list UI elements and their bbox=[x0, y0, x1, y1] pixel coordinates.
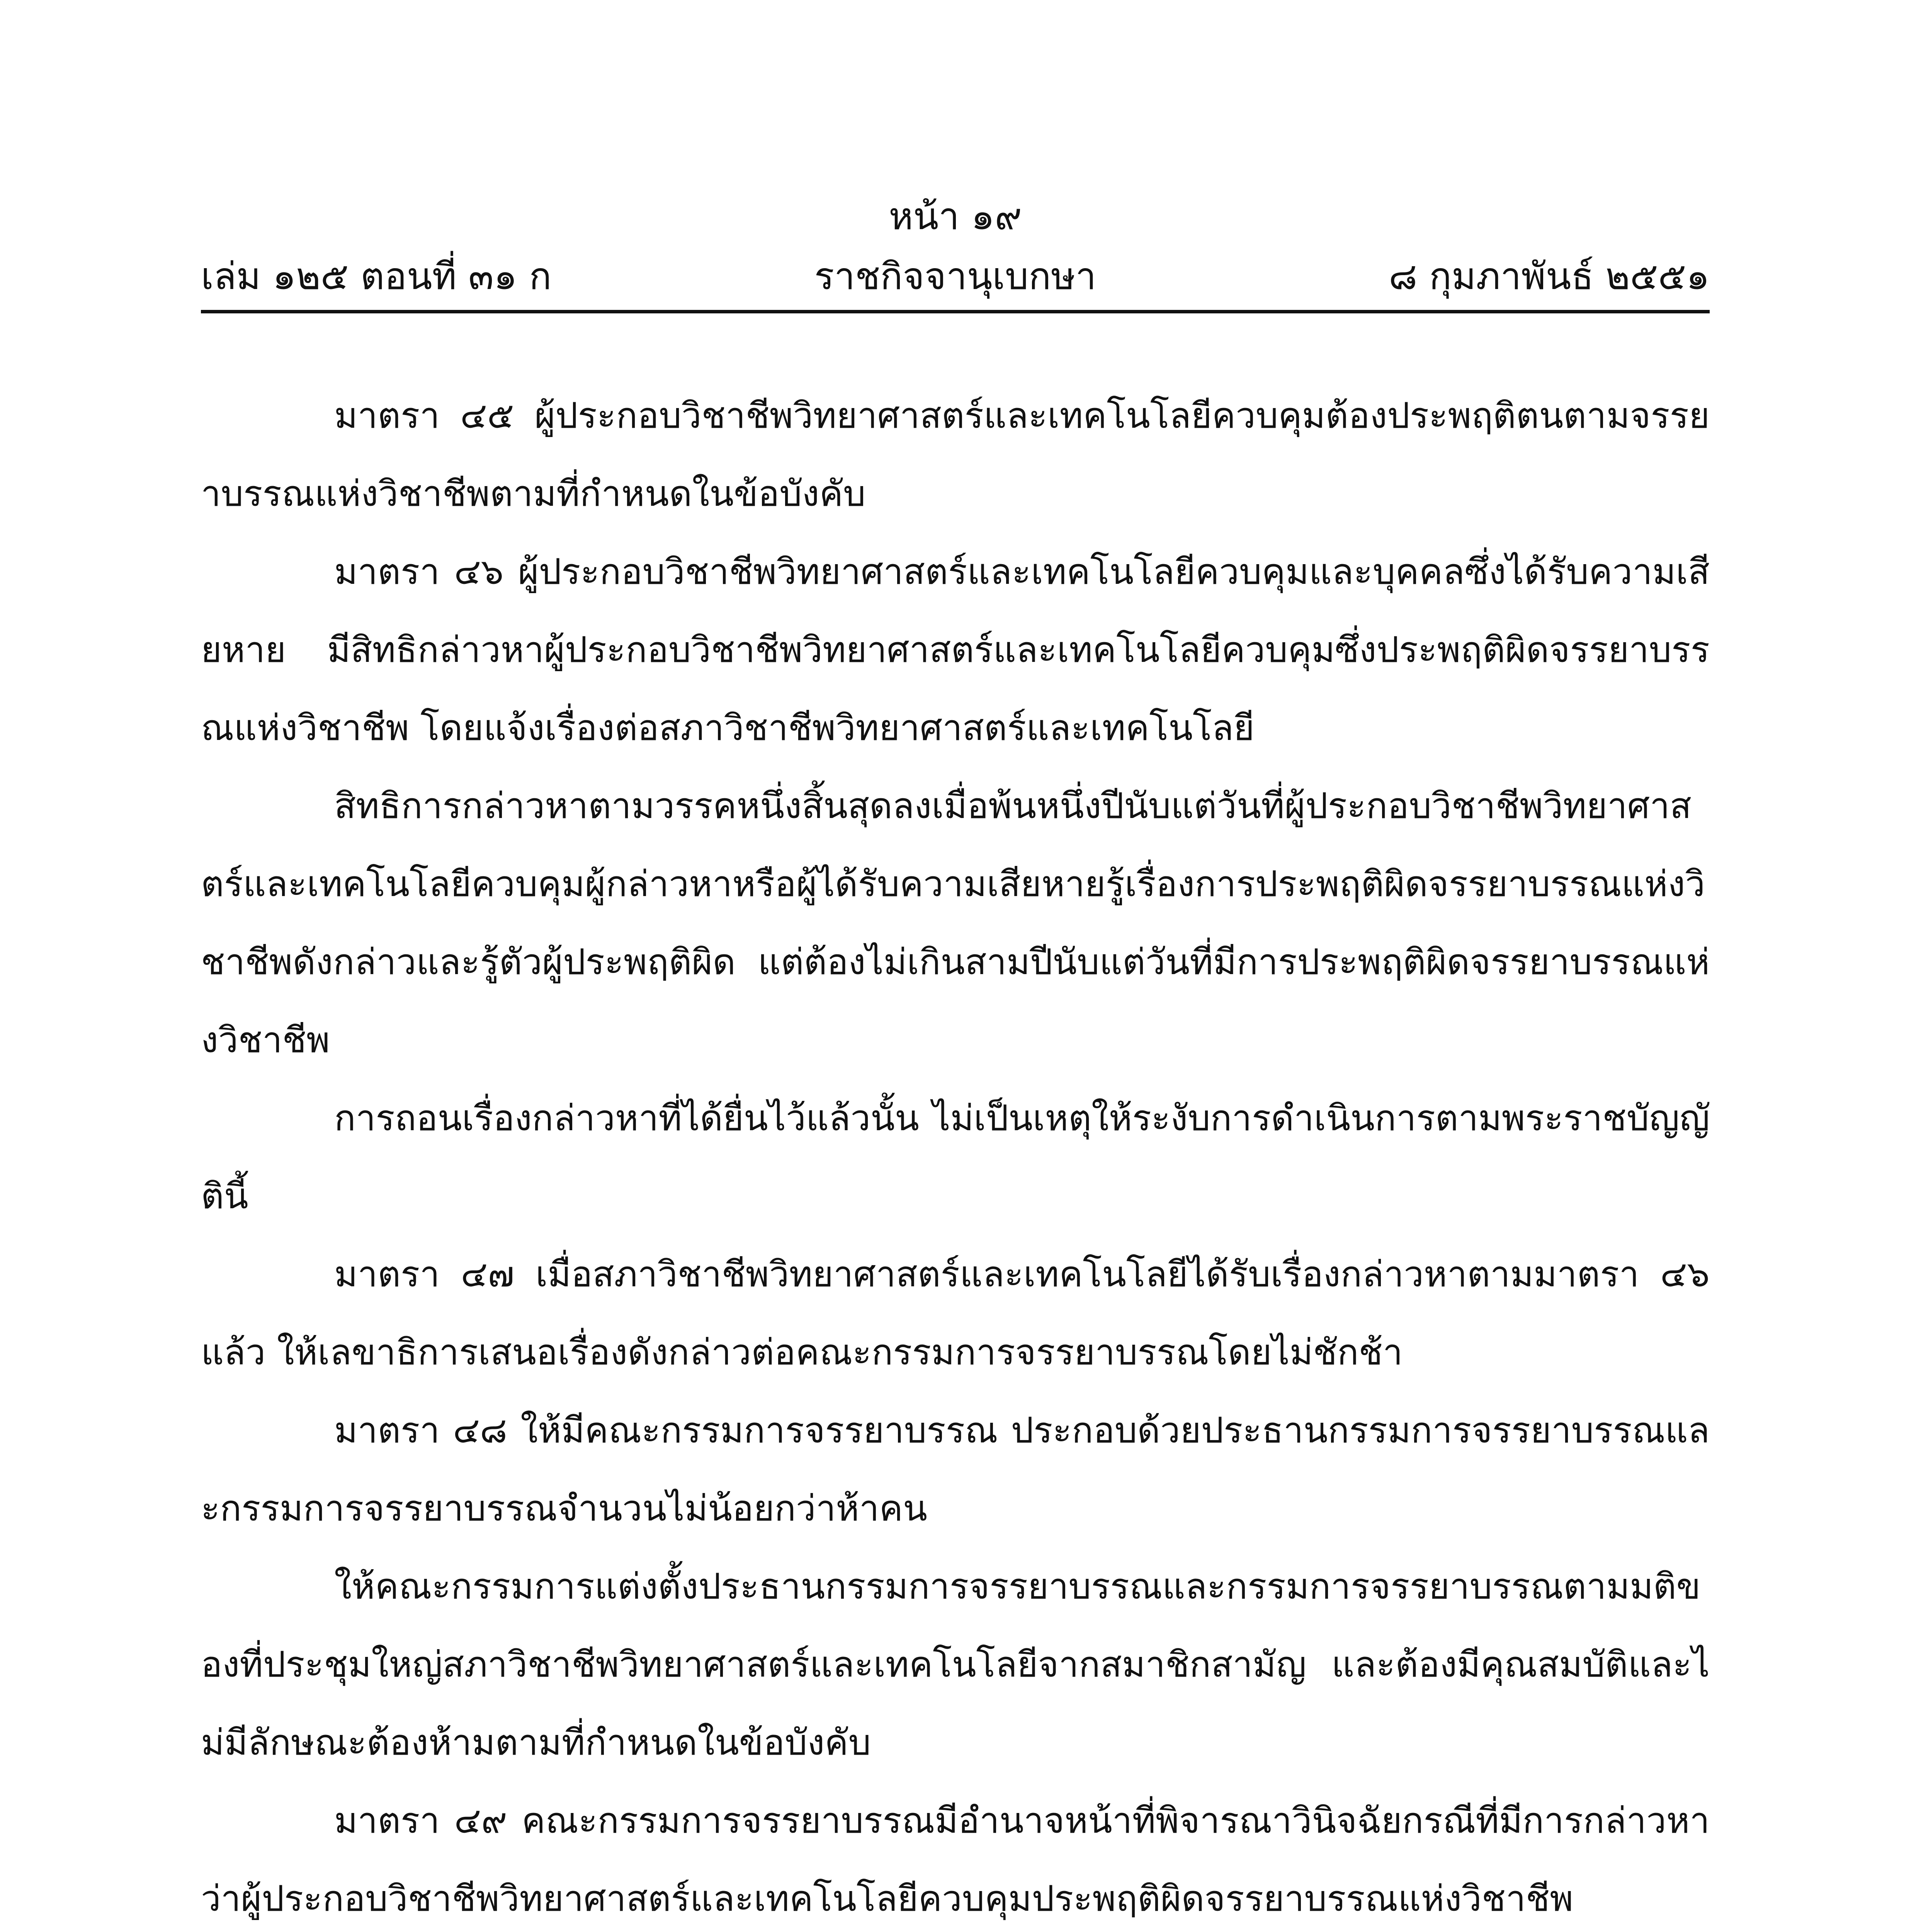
page-header bbox=[201, 193, 1710, 325]
issue-volume: เล่ม ๑๒๕ ตอนที่ ๓๑ ก bbox=[201, 255, 552, 298]
publication-date: ๘ กุมภาพันธ์ ๒๕๕๑ bbox=[1389, 255, 1710, 298]
section-46-paragraph-2: สิทธิการกล่าวหาตามวรรคหนึ่งสิ้นสุดลงเมื่อพ้นหนึ่งปีนับแต่วันที่ผู้ประกอบวิชาชีพวิทยาศาสตร์และเทคโนโลยีควบคุมผู้กล่าวหาหรือผู้ได้รับความเสียหายรู้เรื่องการประพฤติผิดจรรยาบรรณแห่งวิชาชีพดังกล่าวและรู้ตัวผู้ประพฤติผิด แต่ต้องไม่เกินสามปีนับแต่วันที่มีการประพฤติผิดจรรยาบรรณแห่งวิชาชีพ bbox=[201, 785, 1710, 1061]
header-row bbox=[201, 251, 1710, 301]
section-46: มาตรา ๔๖ ผู้ประกอบวิชาชีพวิทยาศาสตร์และเทคโนโลยีควบคุมและบุคคลซึ่งได้รับความเสียหาย มีสิทธิกล่าวหาผู้ประกอบวิชาชีพวิทยาศาสตร์และเทคโนโลยีควบคุมซึ่งประพฤติผิดจรรยาบรรณแห่งวิชาชีพ โดยแจ้งเรื่องต่อสภาวิชาชีพวิทยาศาสตร์และเทคโนโลยี bbox=[201, 551, 1710, 748]
publication-title: ราชกิจจานุเบกษา bbox=[814, 255, 1097, 298]
section-49: มาตรา ๔๙ คณะกรรมการจรรยาบรรณมีอำนาจหน้าที่พิจารณาวินิจฉัยกรณีที่มีการกล่าวหาว่าผู้ประกอบวิชาชีพวิทยาศาสตร์และเทคโนโลยีควบคุมประพฤติผิดจรรยาบรรณแห่งวิชาชีพ bbox=[201, 1800, 1710, 1919]
section-48-paragraph-2: ให้คณะกรรมการแต่งตั้งประธานกรรมการจรรยาบรรณและกรรมการจรรยาบรรณตามมติของที่ประชุมใหญ่สภาวิชาชีพวิทยาศาสตร์และเทคโนโลยีจากสมาชิกสามัญ และต้องมีคุณสมบัติและไม่มีลักษณะต้องห้ามตามที่กำหนดในข้อบังคับ bbox=[201, 1566, 1710, 1763]
page-number: หน้า ๑๙ bbox=[889, 195, 1022, 238]
section-48: มาตรา ๔๘ ให้มีคณะกรรมการจรรยาบรรณ ประกอบด้วยประธานกรรมการจรรยาบรรณและกรรมการจรรยาบรรณจำนวนไม่น้อยกว่าห้าคน bbox=[201, 1410, 1710, 1529]
section-45: มาตรา ๔๕ ผู้ประกอบวิชาชีพวิทยาศาสตร์และเทคโนโลยีควบคุมต้องประพฤติตนตามจรรยาบรรณแห่งวิชาชีพตามที่กำหนดในข้อบังคับ bbox=[201, 395, 1710, 514]
header-divider bbox=[201, 310, 1710, 313]
section-46-paragraph-3: การถอนเรื่องกล่าวหาที่ได้ยื่นไว้แล้วนั้น ไม่เป็นเหตุให้ระงับการดำเนินการตามพระราชบัญญัตินี้ bbox=[201, 1097, 1710, 1217]
document-body bbox=[201, 377, 1710, 1932]
section-47: มาตรา ๔๗ เมื่อสภาวิชาชีพวิทยาศาสตร์และเทคโนโลยีได้รับเรื่องกล่าวหาตามมาตรา ๔๖ แล้ว ให้เลขาธิการเสนอเรื่องดังกล่าวต่อคณะกรรมการจรรยาบรรณโดยไม่ชักช้า bbox=[201, 1253, 1710, 1373]
